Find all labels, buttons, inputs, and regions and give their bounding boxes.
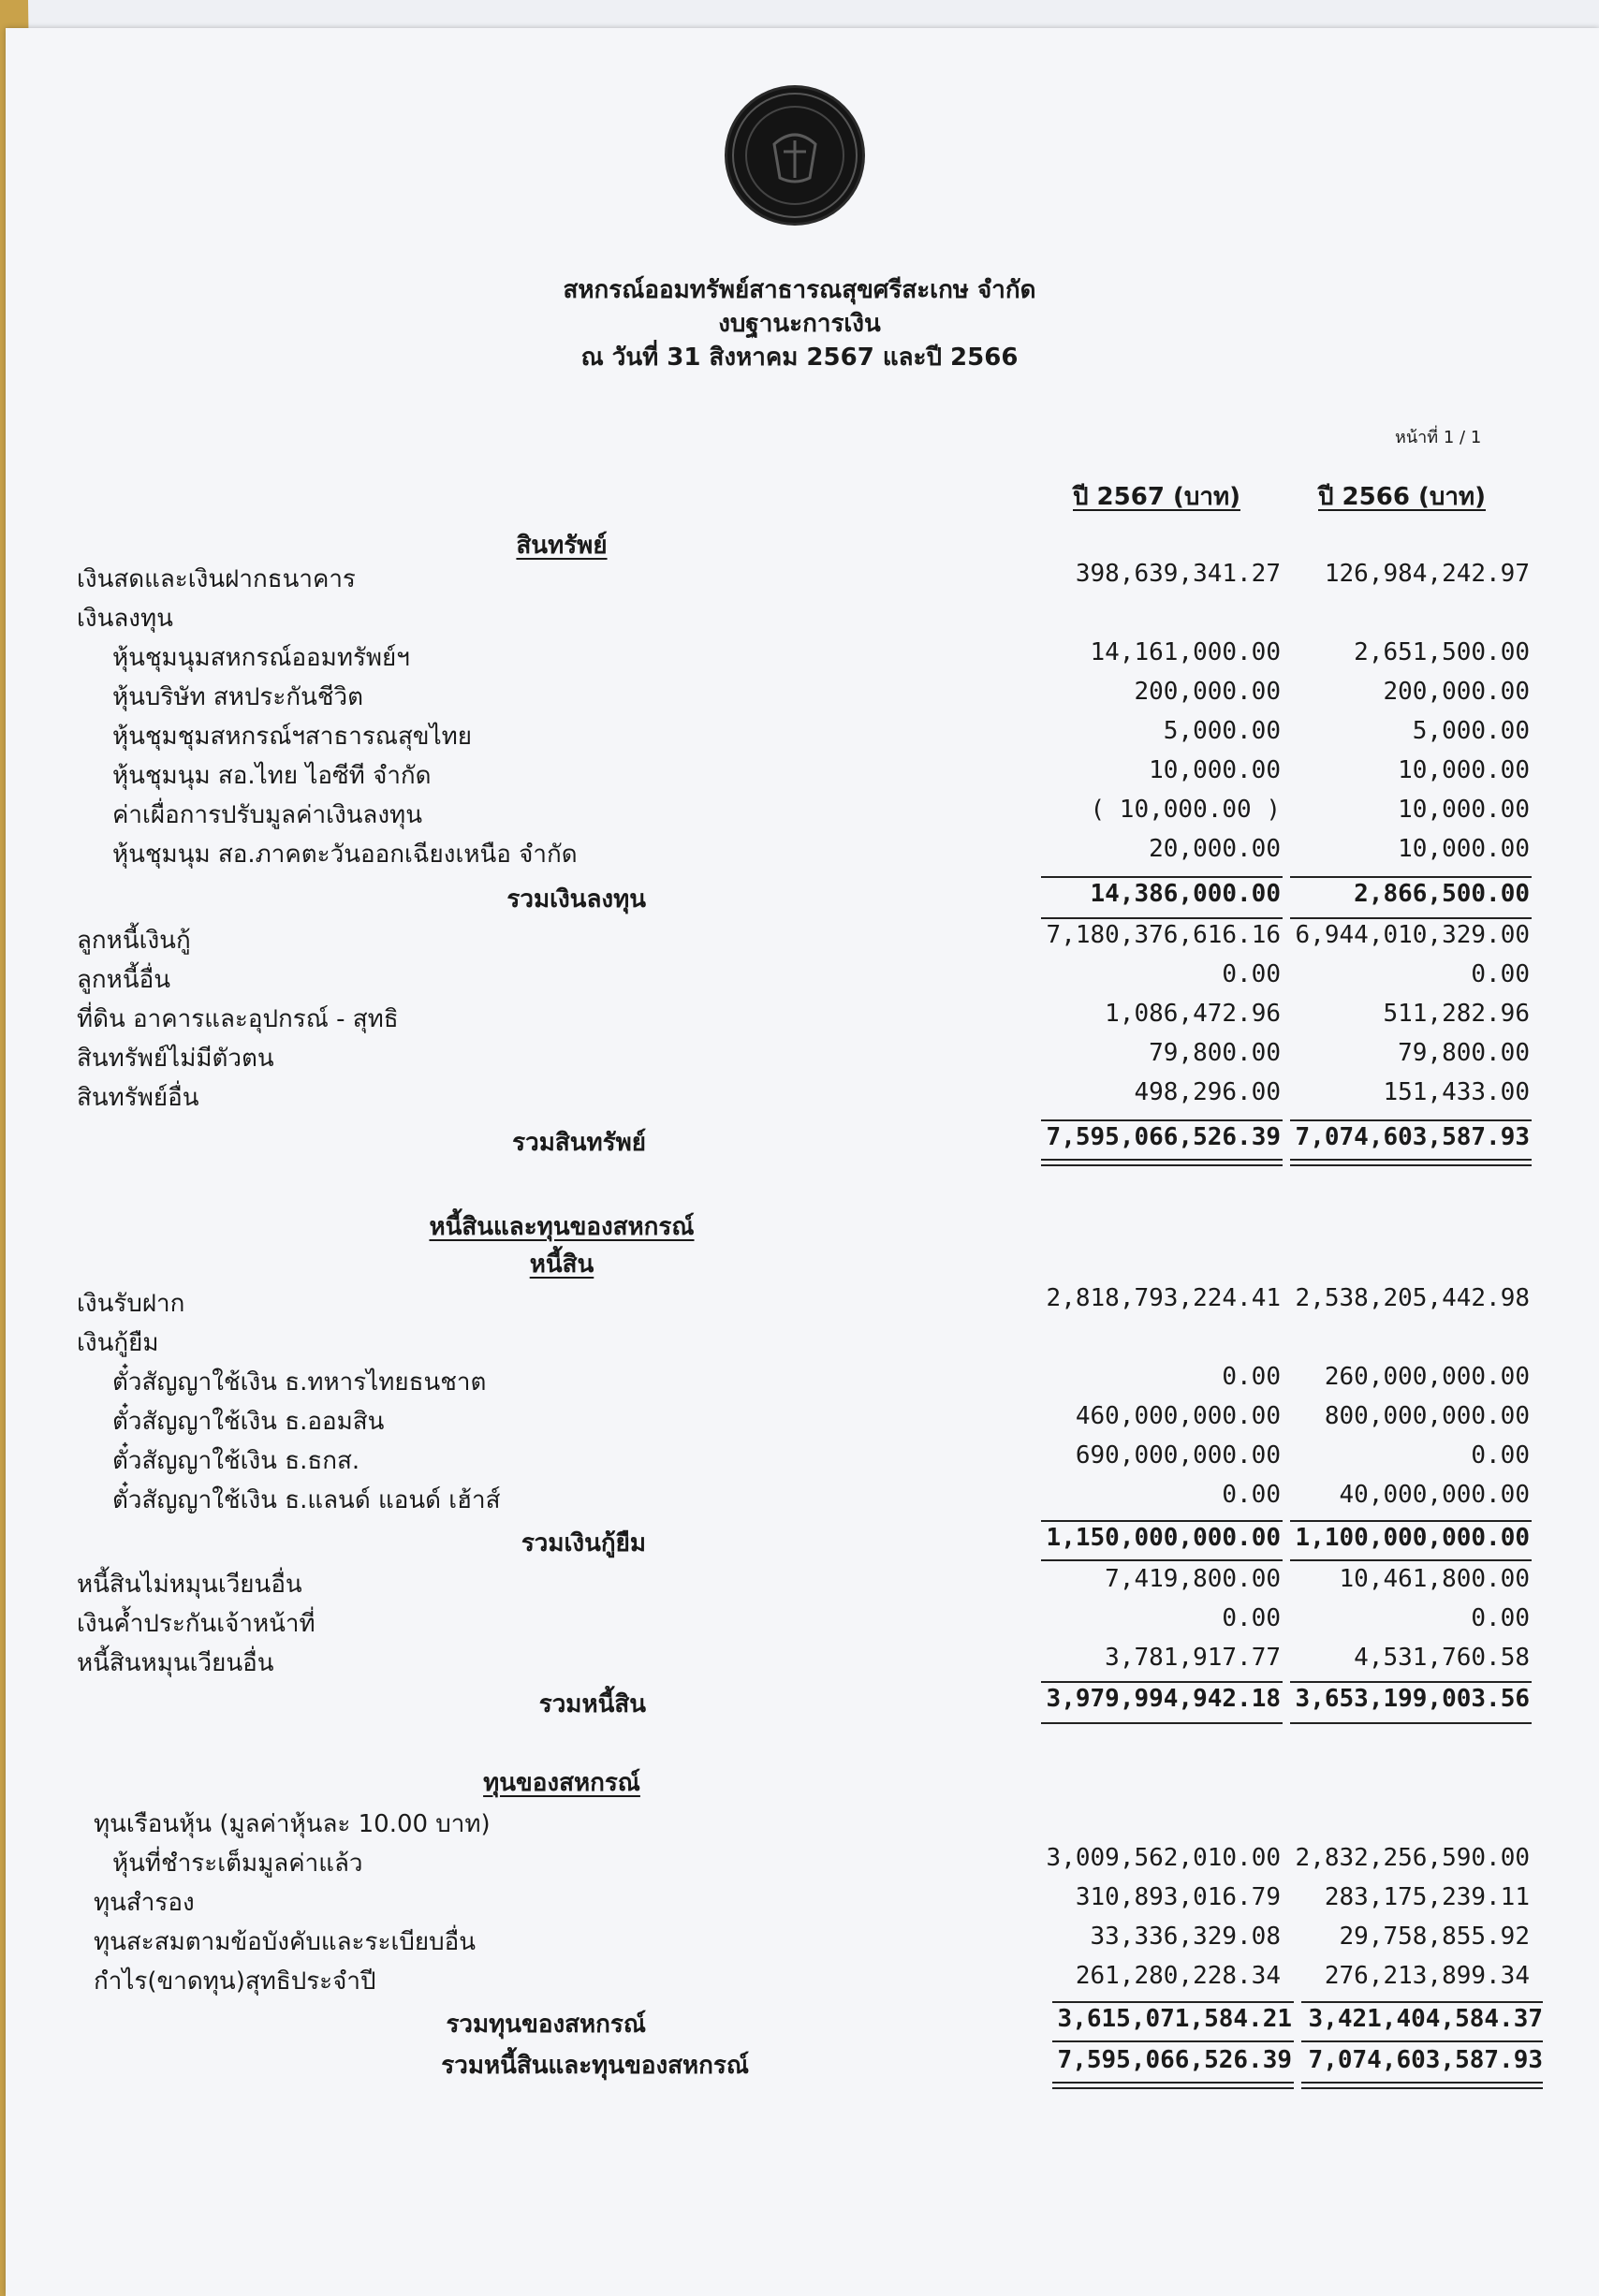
table-row — [0, 1805, 1599, 1842]
table-row — [0, 921, 1599, 958]
value-2567: 261,280,228.34 — [1075, 1962, 1281, 1990]
table-row — [0, 1363, 1599, 1400]
value-2566: 2,832,256,590.00 — [1295, 1844, 1530, 1872]
table-row — [0, 1883, 1599, 1921]
subtotal-rule — [1052, 2040, 1294, 2042]
value-2567: 33,336,329.08 — [1090, 1923, 1281, 1951]
total-row — [0, 1685, 1599, 1722]
value-2567: 7,419,800.00 — [1105, 1565, 1281, 1593]
row-label: เงินกู้ยืม — [77, 1329, 159, 1357]
value-2566: 10,000.00 — [1398, 835, 1530, 863]
table-row — [0, 1284, 1599, 1322]
double-underline — [1301, 2082, 1543, 2089]
value-2567: 0.00 — [1222, 1481, 1281, 1509]
table-row — [0, 1565, 1599, 1602]
row-label: หนี้สินหมุนเวียนอื่น — [77, 1649, 274, 1677]
value-2567: 20,000.00 — [1149, 835, 1281, 863]
total-rule — [1041, 1681, 1283, 1683]
row-label: ตั๋วสัญญาใช้เงิน ธ.ธกส. — [112, 1447, 360, 1475]
table-row — [0, 678, 1599, 715]
value-2567: 3,979,994,942.18 — [1046, 1685, 1281, 1713]
row-label: หุ้นที่ชำระเต็มมูลค่าแล้ว — [112, 1850, 363, 1878]
row-label: กำไร(ขาดทุน)สุทธิประจำปี — [94, 1967, 376, 1996]
row-label: ค่าเผื่อการปรับมูลค่าเงินลงทุน — [112, 801, 422, 829]
subtotal-rule — [1301, 2040, 1543, 2042]
row-label: ตั๋วสัญญาใช้เงิน ธ.แลนด์ แอนด์ เฮ้าส์ — [112, 1486, 501, 1514]
subtotal-rule — [1041, 876, 1283, 878]
value-2566: 126,984,242.97 — [1324, 560, 1530, 588]
column-header-2567: ปี 2567 (บาท) — [1073, 483, 1240, 511]
document-header — [0, 273, 1599, 374]
page-number: หน้าที่ 1 / 1 — [1395, 428, 1482, 447]
value-2566: 2,651,500.00 — [1354, 638, 1530, 666]
total-rule — [1041, 1119, 1283, 1121]
value-2567: 200,000.00 — [1134, 678, 1281, 706]
subtotal-rule — [1041, 917, 1283, 919]
statement-date: ณ วันที่ 31 สิงหาคม 2567 และปี 2566 — [580, 344, 1019, 372]
row-label: ทุนสะสมตามข้อบังคับและระเบียบอื่น — [94, 1928, 476, 1956]
row-label: หุ้นชุมชุมสหกรณ์ฯสาธารณสุขไทย — [112, 723, 473, 751]
value-2566: 10,000.00 — [1398, 756, 1530, 784]
value-2566: 7,074,603,587.93 — [1308, 2046, 1543, 2074]
total-rule — [1290, 1119, 1532, 1121]
value-2566: 0.00 — [1471, 1441, 1530, 1470]
table-row — [0, 1402, 1599, 1440]
total-rule — [1290, 1681, 1532, 1683]
subtotal-rule — [1041, 1559, 1283, 1561]
value-2566: 511,282.96 — [1383, 1000, 1530, 1028]
value-2567: 79,800.00 — [1149, 1039, 1281, 1067]
row-label: หุ้นชุมนุมสหกรณ์ออมทรัพย์ฯ — [112, 644, 410, 672]
value-2567: 3,781,917.77 — [1105, 1644, 1281, 1672]
section-assets: สินทรัพย์ — [516, 532, 608, 560]
value-2567: 14,161,000.00 — [1090, 638, 1281, 666]
subtotal-rule — [1301, 2001, 1543, 2003]
row-label: หนี้สินไม่หมุนเวียนอื่น — [77, 1571, 302, 1599]
value-2567: 2,818,793,224.41 — [1046, 1284, 1281, 1312]
table-row — [0, 960, 1599, 998]
value-2566: 5,000.00 — [1412, 717, 1530, 745]
value-2566: 10,000.00 — [1398, 796, 1530, 824]
table-row — [0, 1441, 1599, 1479]
row-label: ตั๋วสัญญาใช้เงิน ธ.ทหารไทยธนชาต — [112, 1368, 487, 1397]
value-2566: 260,000,000.00 — [1324, 1363, 1530, 1391]
value-2566: 10,461,800.00 — [1339, 1565, 1530, 1593]
row-label: ทุนเรือนหุ้น (มูลค่าหุ้นละ 10.00 บาท) — [94, 1810, 491, 1838]
value-2567: 3,615,071,584.21 — [1057, 2005, 1292, 2033]
value-2566: 3,653,199,003.56 — [1295, 1685, 1530, 1713]
value-2566: 79,800.00 — [1398, 1039, 1530, 1067]
table-row — [0, 1844, 1599, 1881]
row-label: ที่ดิน อาคารและอุปกรณ์ - สุทธิ — [77, 1005, 399, 1033]
value-2567: 690,000,000.00 — [1075, 1441, 1281, 1470]
value-2566: 2,866,500.00 — [1354, 880, 1530, 908]
subtotal-rule — [1041, 1520, 1283, 1522]
subtotal-rule — [1052, 2001, 1294, 2003]
table-row — [0, 1923, 1599, 1960]
value-2566: 800,000,000.00 — [1324, 1402, 1530, 1430]
subtotal-rule — [1290, 1520, 1532, 1522]
table-row — [0, 756, 1599, 794]
table-row — [0, 638, 1599, 676]
value-2567: 1,086,472.96 — [1105, 1000, 1281, 1028]
row-label: รวมหนี้สิน — [538, 1690, 646, 1718]
row-label: หุ้นชุมนุม สอ.ไทย ไอซีที จำกัด — [112, 762, 432, 790]
value-2567: 498,296.00 — [1134, 1078, 1281, 1106]
row-label: สินทรัพย์ไม่มีตัวตน — [77, 1045, 274, 1073]
subtotal-rule — [1290, 1559, 1532, 1561]
table-row — [0, 1644, 1599, 1681]
subtotal-row — [0, 880, 1599, 917]
value-2566: 276,213,899.34 — [1324, 1962, 1530, 1990]
row-label: เงินรับฝาก — [77, 1290, 185, 1318]
value-2567: ( 10,000.00 ) — [1090, 796, 1281, 824]
row-label: หุ้นบริษัท สหประกันชีวิต — [112, 683, 364, 711]
table-row — [0, 1078, 1599, 1116]
total-row — [0, 1123, 1599, 1161]
row-label: สินทรัพย์อื่น — [77, 1084, 199, 1112]
value-2566: 283,175,239.11 — [1324, 1883, 1530, 1911]
row-label: รวมเงินกู้ยืม — [521, 1529, 646, 1557]
subtotal-rule — [1290, 876, 1532, 878]
value-2567: 398,639,341.27 — [1075, 560, 1281, 588]
value-2567: 7,180,376,616.16 — [1046, 921, 1281, 949]
column-header-2566: ปี 2566 (บาท) — [1318, 483, 1486, 511]
value-2567: 0.00 — [1222, 960, 1281, 988]
value-2567: 310,893,016.79 — [1075, 1883, 1281, 1911]
table-row — [0, 835, 1599, 872]
row-label: รวมทุนของสหกรณ์ — [446, 2011, 646, 2039]
table-row — [0, 599, 1599, 636]
row-label: เงินลงทุน — [77, 605, 173, 633]
double-underline — [1290, 1159, 1532, 1166]
row-label: ตั๋วสัญญาใช้เงิน ธ.ออมสิน — [112, 1408, 385, 1436]
value-2567: 1,150,000,000.00 — [1046, 1524, 1281, 1552]
row-label: ทุนสำรอง — [94, 1889, 195, 1917]
value-2566: 0.00 — [1471, 1604, 1530, 1632]
row-label: รวมเงินลงทุน — [506, 885, 646, 914]
value-2566: 151,433.00 — [1383, 1078, 1530, 1106]
value-2567: 7,595,066,526.39 — [1046, 1123, 1281, 1151]
row-label: ลูกหนี้เงินกู้ — [77, 927, 191, 955]
total-rule — [1290, 1722, 1532, 1724]
value-2567: 0.00 — [1222, 1363, 1281, 1391]
double-underline — [1052, 2082, 1294, 2089]
value-2567: 5,000.00 — [1163, 717, 1281, 745]
double-underline — [1041, 1159, 1283, 1166]
statement-title: งบฐานะการเงิน — [718, 310, 881, 338]
subtotal-rule — [1290, 917, 1532, 919]
section-liabilities-equity: หนี้สินและทุนของสหกรณ์ — [429, 1213, 695, 1241]
subtotal-row — [0, 1524, 1599, 1561]
section-equity: ทุนของสหกรณ์ — [483, 1769, 640, 1797]
value-2567: 14,386,000.00 — [1090, 880, 1281, 908]
row-label: รวมสินทรัพย์ — [512, 1129, 646, 1157]
value-2567: 3,009,562,010.00 — [1046, 1844, 1281, 1872]
row-label: รวมหนี้สินและทุนของสหกรณ์ — [441, 2052, 749, 2080]
section-liabilities: หนี้สิน — [529, 1250, 594, 1279]
value-2566: 2,538,205,442.98 — [1295, 1284, 1530, 1312]
value-2566: 3,421,404,584.37 — [1308, 2005, 1543, 2033]
table-row — [0, 1481, 1599, 1518]
total-rule — [1041, 1722, 1283, 1724]
table-row — [0, 1604, 1599, 1642]
row-label: เงินค้ำประกันเจ้าหน้าที่ — [77, 1610, 315, 1638]
table-row — [0, 1000, 1599, 1037]
value-2566: 40,000,000.00 — [1339, 1481, 1530, 1509]
table-row — [0, 560, 1599, 597]
value-2566: 6,944,010,329.00 — [1295, 921, 1530, 949]
value-2566: 29,758,855.92 — [1339, 1923, 1530, 1951]
row-label: เงินสดและเงินฝากธนาคาร — [77, 565, 356, 593]
seal-logo — [727, 88, 862, 223]
subtotal-row — [0, 2005, 1599, 2042]
table-row — [0, 1962, 1599, 1999]
value-2567: 10,000.00 — [1149, 756, 1281, 784]
value-2567: 460,000,000.00 — [1075, 1402, 1281, 1430]
value-2566: 4,531,760.58 — [1354, 1644, 1530, 1672]
value-2566: 200,000.00 — [1383, 678, 1530, 706]
table-row — [0, 1323, 1599, 1361]
table-row — [0, 717, 1599, 754]
value-2566: 7,074,603,587.93 — [1295, 1123, 1530, 1151]
value-2567: 7,595,066,526.39 — [1057, 2046, 1292, 2074]
table-row — [0, 1039, 1599, 1076]
total-row — [0, 2046, 1599, 2084]
table-row — [0, 796, 1599, 833]
row-label: ลูกหนี้อื่น — [77, 966, 170, 994]
value-2566: 1,100,000,000.00 — [1295, 1524, 1530, 1552]
row-label: หุ้นชุมนุม สอ.ภาคตะวันออกเฉียงเหนือ จำกัด — [112, 841, 578, 869]
value-2566: 0.00 — [1471, 960, 1530, 988]
value-2567: 0.00 — [1222, 1604, 1281, 1632]
org-name: สหกรณ์ออมทรัพย์สาธารณสุขศรีสะเกษ จำกัด — [563, 276, 1036, 304]
